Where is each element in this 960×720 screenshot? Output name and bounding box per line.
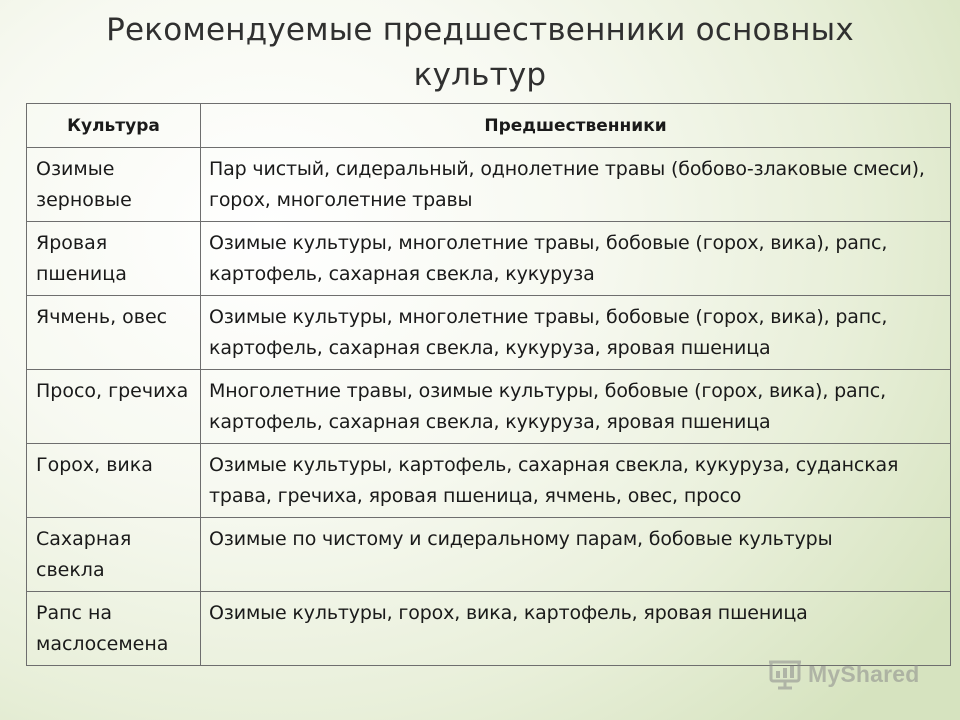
column-header-predecessors: Предшественники bbox=[201, 104, 951, 148]
column-header-crop: Культура bbox=[27, 104, 201, 148]
table-row bbox=[27, 148, 951, 222]
table-row bbox=[27, 518, 951, 592]
watermark-text: MyShared bbox=[808, 660, 920, 687]
slide-title bbox=[60, 8, 900, 98]
crop-cell: Сахарная свекла bbox=[27, 518, 201, 592]
crop-cell: Рапс на маслосемена bbox=[27, 592, 201, 666]
table-row bbox=[27, 592, 951, 666]
table-row bbox=[27, 296, 951, 370]
predecessors-cell: Озимые культуры, горох, вика, картофель, яровая пшеница bbox=[201, 592, 951, 666]
predecessors-cell: Пар чистый, сидеральный, однолетние травы (бобово-злаковые смеси), горох, многолетние травы bbox=[201, 148, 951, 222]
predecessors-cell: Озимые по чистому и сидеральному парам, бобовые культуры bbox=[201, 518, 951, 592]
table-row bbox=[27, 222, 951, 296]
table-row bbox=[27, 370, 951, 444]
table-row bbox=[27, 444, 951, 518]
slide-title-line-2: культур bbox=[413, 57, 547, 93]
predecessors-cell: Озимые культуры, картофель, сахарная свекла, кукуруза, суданская трава, гречиха, яровая пшеница, ячмень, овес, просо bbox=[201, 444, 951, 518]
slide-title-line-1: Рекомендуемые предшественники основных bbox=[106, 12, 854, 48]
predecessors-table bbox=[26, 103, 951, 666]
predecessors-cell: Многолетние травы, озимые культуры, бобовые (горох, вика), рапс, картофель, сахарная свекла, кукуруза, яровая пшеница bbox=[201, 370, 951, 444]
presentation-board-icon bbox=[768, 658, 802, 690]
predecessors-cell: Озимые культуры, многолетние травы, бобовые (горох, вика), рапс, картофель, сахарная свекла, кукуруза bbox=[201, 222, 951, 296]
crop-cell: Ячмень, овес bbox=[27, 296, 201, 370]
crop-cell: Просо, гречиха bbox=[27, 370, 201, 444]
table-header-row bbox=[27, 104, 951, 148]
watermark-logo bbox=[768, 656, 928, 692]
crop-cell: Горох, вика bbox=[27, 444, 201, 518]
crop-cell: Яровая пшеница bbox=[27, 222, 201, 296]
predecessors-cell: Озимые культуры, многолетние травы, бобовые (горох, вика), рапс, картофель, сахарная свекла, кукуруза, яровая пшеница bbox=[201, 296, 951, 370]
crop-cell: Озимые зерновые bbox=[27, 148, 201, 222]
